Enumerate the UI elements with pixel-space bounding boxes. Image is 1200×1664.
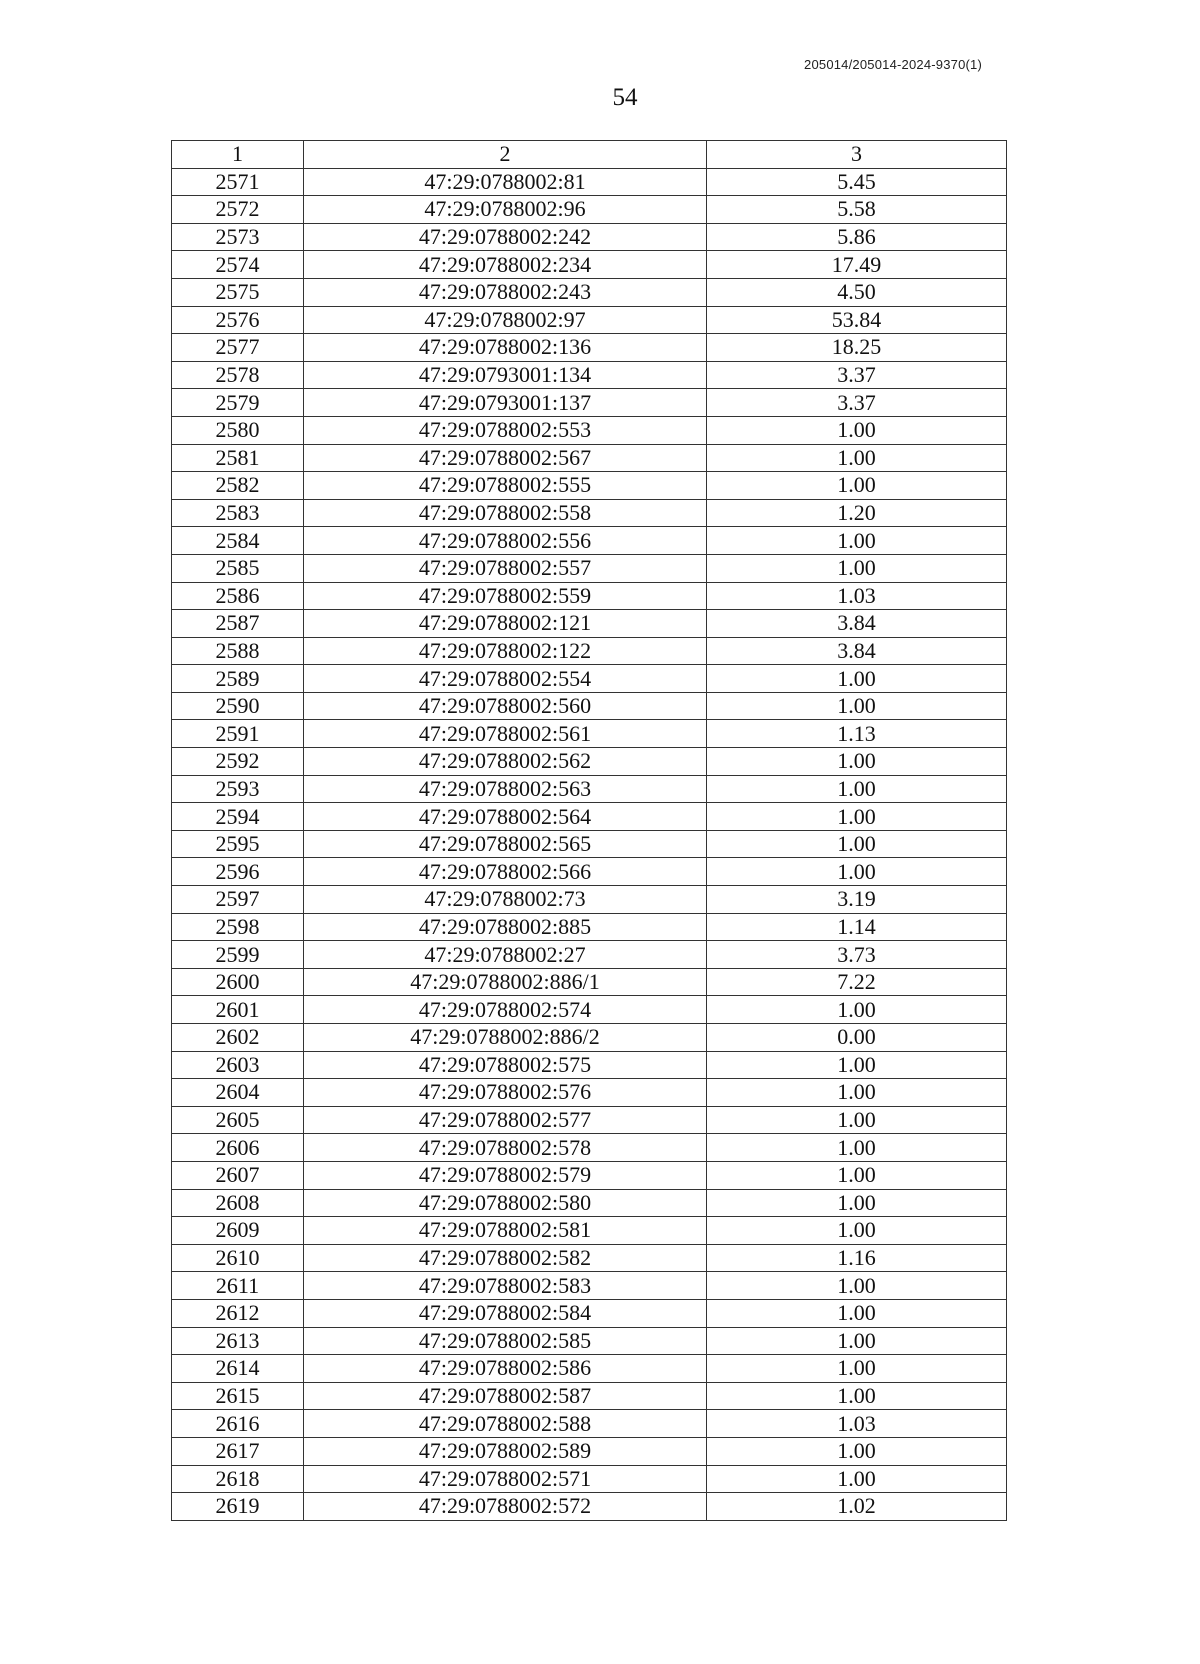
row-number-cell: 2577: [172, 334, 304, 362]
value-cell: 1.13: [707, 720, 1007, 748]
table-row: [172, 748, 1007, 776]
row-number-cell: 2574: [172, 251, 304, 279]
row-number-cell: 2584: [172, 527, 304, 555]
cadastral-number-cell: 47:29:0788002:582: [304, 1244, 707, 1272]
row-number-cell: 2581: [172, 444, 304, 472]
value-cell: 1.00: [707, 416, 1007, 444]
row-number-cell: 2590: [172, 692, 304, 720]
value-cell: 1.00: [707, 444, 1007, 472]
value-cell: 1.02: [707, 1493, 1007, 1521]
cadastral-number-cell: 47:29:0788002:580: [304, 1189, 707, 1217]
row-number-cell: 2603: [172, 1051, 304, 1079]
table-row: [172, 1217, 1007, 1245]
table-row: [172, 251, 1007, 279]
table-row: [172, 278, 1007, 306]
value-cell: 3.84: [707, 637, 1007, 665]
value-cell: 1.00: [707, 1272, 1007, 1300]
cadastral-number-cell: 47:29:0793001:134: [304, 361, 707, 389]
row-number-cell: 2588: [172, 637, 304, 665]
row-number-cell: 2604: [172, 1079, 304, 1107]
table-row: [172, 1079, 1007, 1107]
value-cell: 5.58: [707, 196, 1007, 224]
row-number-cell: 2596: [172, 858, 304, 886]
cadastral-number-cell: 47:29:0788002:885: [304, 913, 707, 941]
cadastral-number-cell: 47:29:0788002:886/2: [304, 1024, 707, 1052]
cadastral-number-cell: 47:29:0788002:586: [304, 1355, 707, 1383]
table-row: [172, 720, 1007, 748]
table-row: [172, 361, 1007, 389]
table-row: [172, 692, 1007, 720]
table-row: [172, 1189, 1007, 1217]
cadastral-number-cell: 47:29:0788002:242: [304, 223, 707, 251]
row-number-cell: 2591: [172, 720, 304, 748]
row-number-cell: 2579: [172, 389, 304, 417]
row-number-cell: 2595: [172, 830, 304, 858]
column-header-3: 3: [707, 141, 1007, 169]
value-cell: 7.22: [707, 968, 1007, 996]
table-row: [172, 1493, 1007, 1521]
row-number-cell: 2586: [172, 582, 304, 610]
cadastral-number-cell: 47:29:0788002:553: [304, 416, 707, 444]
value-cell: 1.00: [707, 748, 1007, 776]
row-number-cell: 2600: [172, 968, 304, 996]
value-cell: 3.37: [707, 389, 1007, 417]
value-cell: 1.00: [707, 830, 1007, 858]
row-number-cell: 2597: [172, 886, 304, 914]
table-row: [172, 941, 1007, 969]
row-number-cell: 2587: [172, 610, 304, 638]
row-number-cell: 2614: [172, 1355, 304, 1383]
table-row: [172, 1051, 1007, 1079]
table-row: [172, 913, 1007, 941]
cadastral-number-cell: 47:29:0788002:136: [304, 334, 707, 362]
cadastral-number-cell: 47:29:0788002:556: [304, 527, 707, 555]
cadastral-number-cell: 47:29:0788002:557: [304, 554, 707, 582]
value-cell: 1.00: [707, 1437, 1007, 1465]
document-code: 205014/205014-2024-9370(1): [804, 57, 982, 72]
table-row: [172, 1024, 1007, 1052]
row-number-cell: 2601: [172, 996, 304, 1024]
value-cell: 1.00: [707, 1299, 1007, 1327]
cadastral-number-cell: 47:29:0788002:567: [304, 444, 707, 472]
table-row: [172, 886, 1007, 914]
table-row: [172, 1410, 1007, 1438]
table-row: [172, 775, 1007, 803]
value-cell: 3.73: [707, 941, 1007, 969]
cadastral-number-cell: 47:29:0788002:886/1: [304, 968, 707, 996]
value-cell: 1.00: [707, 1217, 1007, 1245]
value-cell: 1.00: [707, 1134, 1007, 1162]
table-row: [172, 168, 1007, 196]
value-cell: 1.00: [707, 554, 1007, 582]
value-cell: 1.00: [707, 775, 1007, 803]
row-number-cell: 2572: [172, 196, 304, 224]
value-cell: 1.00: [707, 1106, 1007, 1134]
page-number: 54: [612, 84, 638, 111]
row-number-cell: 2616: [172, 1410, 304, 1438]
cadastral-number-cell: 47:29:0788002:555: [304, 472, 707, 500]
table-row: [172, 416, 1007, 444]
cadastral-number-cell: 47:29:0788002:585: [304, 1327, 707, 1355]
table-row: [172, 1437, 1007, 1465]
row-number-cell: 2583: [172, 499, 304, 527]
row-number-cell: 2608: [172, 1189, 304, 1217]
row-number-cell: 2589: [172, 665, 304, 693]
row-number-cell: 2599: [172, 941, 304, 969]
row-number-cell: 2580: [172, 416, 304, 444]
table-row: [172, 610, 1007, 638]
cadastral-number-cell: 47:29:0788002:560: [304, 692, 707, 720]
cadastral-number-cell: 47:29:0788002:587: [304, 1382, 707, 1410]
cadastral-number-cell: 47:29:0788002:577: [304, 1106, 707, 1134]
cadastral-number-cell: 47:29:0788002:234: [304, 251, 707, 279]
cadastral-number-cell: 47:29:0788002:96: [304, 196, 707, 224]
column-header-2: 2: [304, 141, 707, 169]
row-number-cell: 2619: [172, 1493, 304, 1521]
row-number-cell: 2575: [172, 278, 304, 306]
table-row: [172, 223, 1007, 251]
row-number-cell: 2605: [172, 1106, 304, 1134]
table-header: [172, 141, 1007, 169]
value-cell: 1.00: [707, 996, 1007, 1024]
table-row: [172, 444, 1007, 472]
value-cell: 1.03: [707, 582, 1007, 610]
row-number-cell: 2593: [172, 775, 304, 803]
table-row: [172, 830, 1007, 858]
value-cell: 1.00: [707, 1465, 1007, 1493]
table-row: [172, 637, 1007, 665]
table-row: [172, 554, 1007, 582]
cadastral-number-cell: 47:29:0788002:562: [304, 748, 707, 776]
cadastral-number-cell: 47:29:0788002:581: [304, 1217, 707, 1245]
cadastral-number-cell: 47:29:0788002:564: [304, 803, 707, 831]
table-row: [172, 1382, 1007, 1410]
table-row: [172, 389, 1007, 417]
row-number-cell: 2594: [172, 803, 304, 831]
cadastral-number-cell: 47:29:0788002:589: [304, 1437, 707, 1465]
value-cell: 1.00: [707, 1161, 1007, 1189]
table-row: [172, 1134, 1007, 1162]
value-cell: 1.00: [707, 1327, 1007, 1355]
value-cell: 3.37: [707, 361, 1007, 389]
cadastral-number-cell: 47:29:0788002:571: [304, 1465, 707, 1493]
value-cell: 1.00: [707, 803, 1007, 831]
cadastral-number-cell: 47:29:0788002:574: [304, 996, 707, 1024]
row-number-cell: 2617: [172, 1437, 304, 1465]
cadastral-number-cell: 47:29:0788002:554: [304, 665, 707, 693]
row-number-cell: 2582: [172, 472, 304, 500]
cadastral-number-cell: 47:29:0788002:121: [304, 610, 707, 638]
table-row: [172, 1272, 1007, 1300]
data-table: [171, 140, 1007, 1521]
cadastral-number-cell: 47:29:0788002:572: [304, 1493, 707, 1521]
value-cell: 1.20: [707, 499, 1007, 527]
value-cell: 1.14: [707, 913, 1007, 941]
value-cell: 1.00: [707, 1189, 1007, 1217]
row-number-cell: 2602: [172, 1024, 304, 1052]
table-row: [172, 472, 1007, 500]
cadastral-number-cell: 47:29:0788002:558: [304, 499, 707, 527]
table-row: [172, 665, 1007, 693]
row-number-cell: 2613: [172, 1327, 304, 1355]
cadastral-number-cell: 47:29:0788002:561: [304, 720, 707, 748]
row-number-cell: 2611: [172, 1272, 304, 1300]
table-body: [172, 168, 1007, 1520]
cadastral-number-cell: 47:29:0788002:559: [304, 582, 707, 610]
value-cell: 5.86: [707, 223, 1007, 251]
table-row: [172, 858, 1007, 886]
header-row: [172, 141, 1007, 169]
value-cell: 53.84: [707, 306, 1007, 334]
value-cell: 1.03: [707, 1410, 1007, 1438]
row-number-cell: 2615: [172, 1382, 304, 1410]
cadastral-number-cell: 47:29:0788002:563: [304, 775, 707, 803]
cadastral-number-cell: 47:29:0788002:579: [304, 1161, 707, 1189]
value-cell: 1.16: [707, 1244, 1007, 1272]
column-header-1: 1: [172, 141, 304, 169]
row-number-cell: 2610: [172, 1244, 304, 1272]
value-cell: 18.25: [707, 334, 1007, 362]
row-number-cell: 2598: [172, 913, 304, 941]
value-cell: 1.00: [707, 1079, 1007, 1107]
row-number-cell: 2609: [172, 1217, 304, 1245]
cadastral-number-cell: 47:29:0788002:122: [304, 637, 707, 665]
value-cell: 1.00: [707, 665, 1007, 693]
cadastral-number-cell: 47:29:0788002:243: [304, 278, 707, 306]
cadastral-number-cell: 47:29:0788002:584: [304, 1299, 707, 1327]
value-cell: 1.00: [707, 527, 1007, 555]
table-row: [172, 968, 1007, 996]
value-cell: 1.00: [707, 858, 1007, 886]
table-row: [172, 1465, 1007, 1493]
value-cell: 3.19: [707, 886, 1007, 914]
value-cell: 0.00: [707, 1024, 1007, 1052]
value-cell: 1.00: [707, 692, 1007, 720]
row-number-cell: 2612: [172, 1299, 304, 1327]
cadastral-number-cell: 47:29:0788002:576: [304, 1079, 707, 1107]
cadastral-number-cell: 47:29:0788002:81: [304, 168, 707, 196]
table-row: [172, 1161, 1007, 1189]
row-number-cell: 2576: [172, 306, 304, 334]
row-number-cell: 2585: [172, 554, 304, 582]
row-number-cell: 2592: [172, 748, 304, 776]
table-row: [172, 196, 1007, 224]
cadastral-number-cell: 47:29:0788002:97: [304, 306, 707, 334]
table-row: [172, 1106, 1007, 1134]
table-row: [172, 334, 1007, 362]
cadastral-number-cell: 47:29:0788002:27: [304, 941, 707, 969]
value-cell: 17.49: [707, 251, 1007, 279]
table-row: [172, 527, 1007, 555]
cadastral-number-cell: 47:29:0788002:575: [304, 1051, 707, 1079]
table-row: [172, 996, 1007, 1024]
value-cell: 3.84: [707, 610, 1007, 638]
value-cell: 1.00: [707, 472, 1007, 500]
table-row: [172, 499, 1007, 527]
row-number-cell: 2571: [172, 168, 304, 196]
table-row: [172, 1299, 1007, 1327]
cadastral-number-cell: 47:29:0788002:565: [304, 830, 707, 858]
row-number-cell: 2607: [172, 1161, 304, 1189]
row-number-cell: 2618: [172, 1465, 304, 1493]
cadastral-number-cell: 47:29:0793001:137: [304, 389, 707, 417]
row-number-cell: 2578: [172, 361, 304, 389]
value-cell: 1.00: [707, 1051, 1007, 1079]
value-cell: 1.00: [707, 1355, 1007, 1383]
table-row: [172, 1355, 1007, 1383]
cadastral-number-cell: 47:29:0788002:588: [304, 1410, 707, 1438]
cadastral-number-cell: 47:29:0788002:73: [304, 886, 707, 914]
cadastral-number-cell: 47:29:0788002:578: [304, 1134, 707, 1162]
value-cell: 5.45: [707, 168, 1007, 196]
value-cell: 1.00: [707, 1382, 1007, 1410]
table-row: [172, 582, 1007, 610]
cadastral-number-cell: 47:29:0788002:583: [304, 1272, 707, 1300]
table-row: [172, 1327, 1007, 1355]
row-number-cell: 2573: [172, 223, 304, 251]
table-row: [172, 803, 1007, 831]
row-number-cell: 2606: [172, 1134, 304, 1162]
cadastral-number-cell: 47:29:0788002:566: [304, 858, 707, 886]
table-row: [172, 1244, 1007, 1272]
table-row: [172, 306, 1007, 334]
value-cell: 4.50: [707, 278, 1007, 306]
